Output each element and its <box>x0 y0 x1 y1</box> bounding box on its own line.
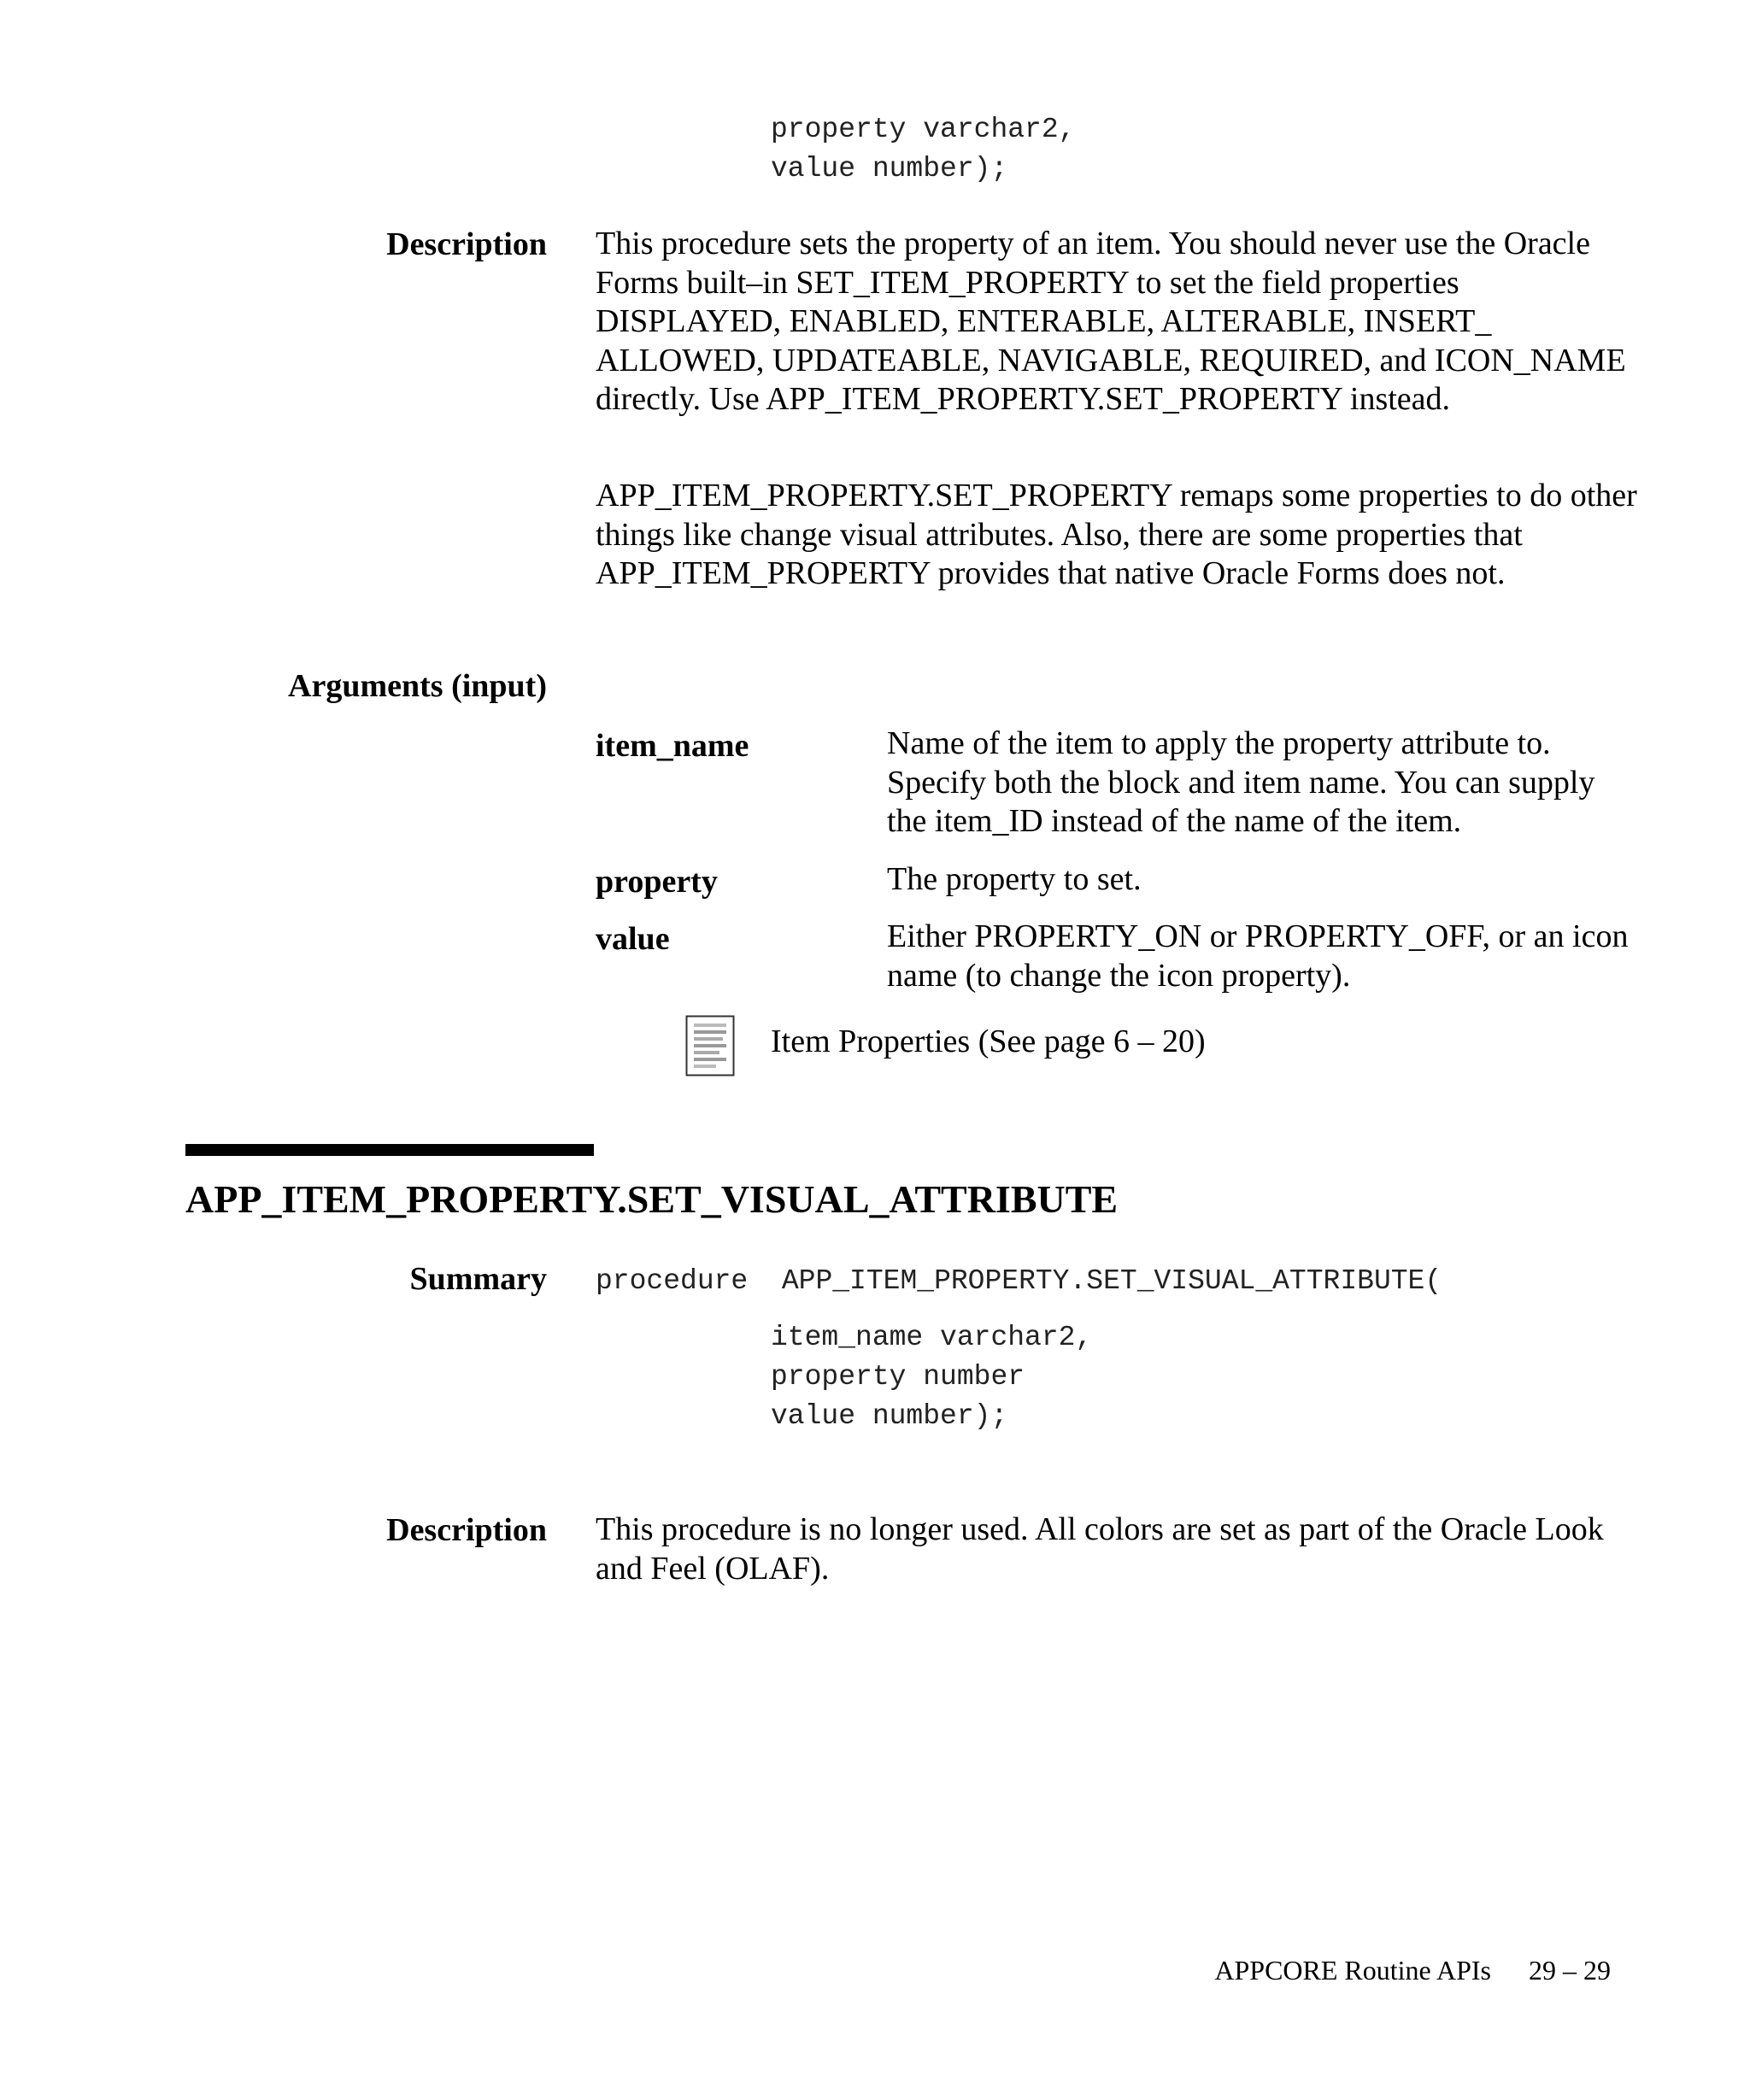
section-heading: APP_ITEM_PROPERTY.SET_VISUAL_ATTRIBUTE <box>185 1177 1119 1221</box>
see-also-link[interactable]: Item Properties (See page 6 – 20) <box>771 1024 1206 1059</box>
argument-name-item-name: item_name <box>596 728 749 764</box>
page-footer <box>854 1953 1611 1987</box>
footer-page-number: 29 – 29 <box>1529 1955 1611 1986</box>
code-line-property: property varchar2, <box>771 114 1076 145</box>
summary-code-property: property number <box>771 1361 1025 1393</box>
argument-desc-property: The property to set. <box>887 861 1142 897</box>
summary-code-item-name: item_name varchar2, <box>771 1322 1093 1353</box>
section-divider <box>185 1144 594 1156</box>
argument-desc-value: Either PROPERTY_ON or PROPERTY_OFF, or an icon name (to change the icon property). <box>887 918 1629 994</box>
code-line-value: value number); <box>771 153 1008 185</box>
footer-title: APPCORE Routine APIs <box>1214 1955 1491 1986</box>
argument-name-value: value <box>596 921 670 957</box>
description-label: Description <box>386 226 547 262</box>
argument-desc-item-name: Name of the item to apply the property attribute to. Specify both the block and item name. You can supply the item_ID instead of the name of the item. <box>887 725 1595 839</box>
description-paragraph-2: APP_ITEM_PROPERTY.SET_PROPERTY remaps some properties to do other things like change visual attributes. Also, there are some properties that APP_ITEM_PROPERTY provides that native Oracle Forms does not. <box>596 478 1637 591</box>
summary-code-procedure: procedure APP_ITEM_PROPERTY.SET_VISUAL_ATTRIBUTE( <box>596 1265 1442 1297</box>
document-icon-graphic <box>685 1015 735 1076</box>
description-paragraph-1: This procedure sets the property of an item. You should never use the Oracle Forms built–in SET_ITEM_PROPERTY to set the field properties DISPLAYED, ENABLED, ENTERABLE, ALTERABLE, INSERT_ ALLOWED, UPDATEABLE, NAVIGABLE, REQUIRED, and ICON_NAME directly. Use APP_ITEM_PROPERTY.SET_PROPERTY instead. <box>596 226 1626 417</box>
argument-name-property: property <box>596 864 718 900</box>
description-paragraph-3: This procedure is no longer used. All colors are set as part of the Oracle Look and Feel (OLAF). <box>596 1511 1604 1587</box>
summary-code-value: value number); <box>771 1400 1008 1432</box>
document-icon[interactable] <box>685 1015 735 1076</box>
summary-label: Summary <box>409 1261 547 1297</box>
description-label-2: Description <box>386 1512 547 1548</box>
arguments-label: Arguments (input) <box>288 668 547 704</box>
